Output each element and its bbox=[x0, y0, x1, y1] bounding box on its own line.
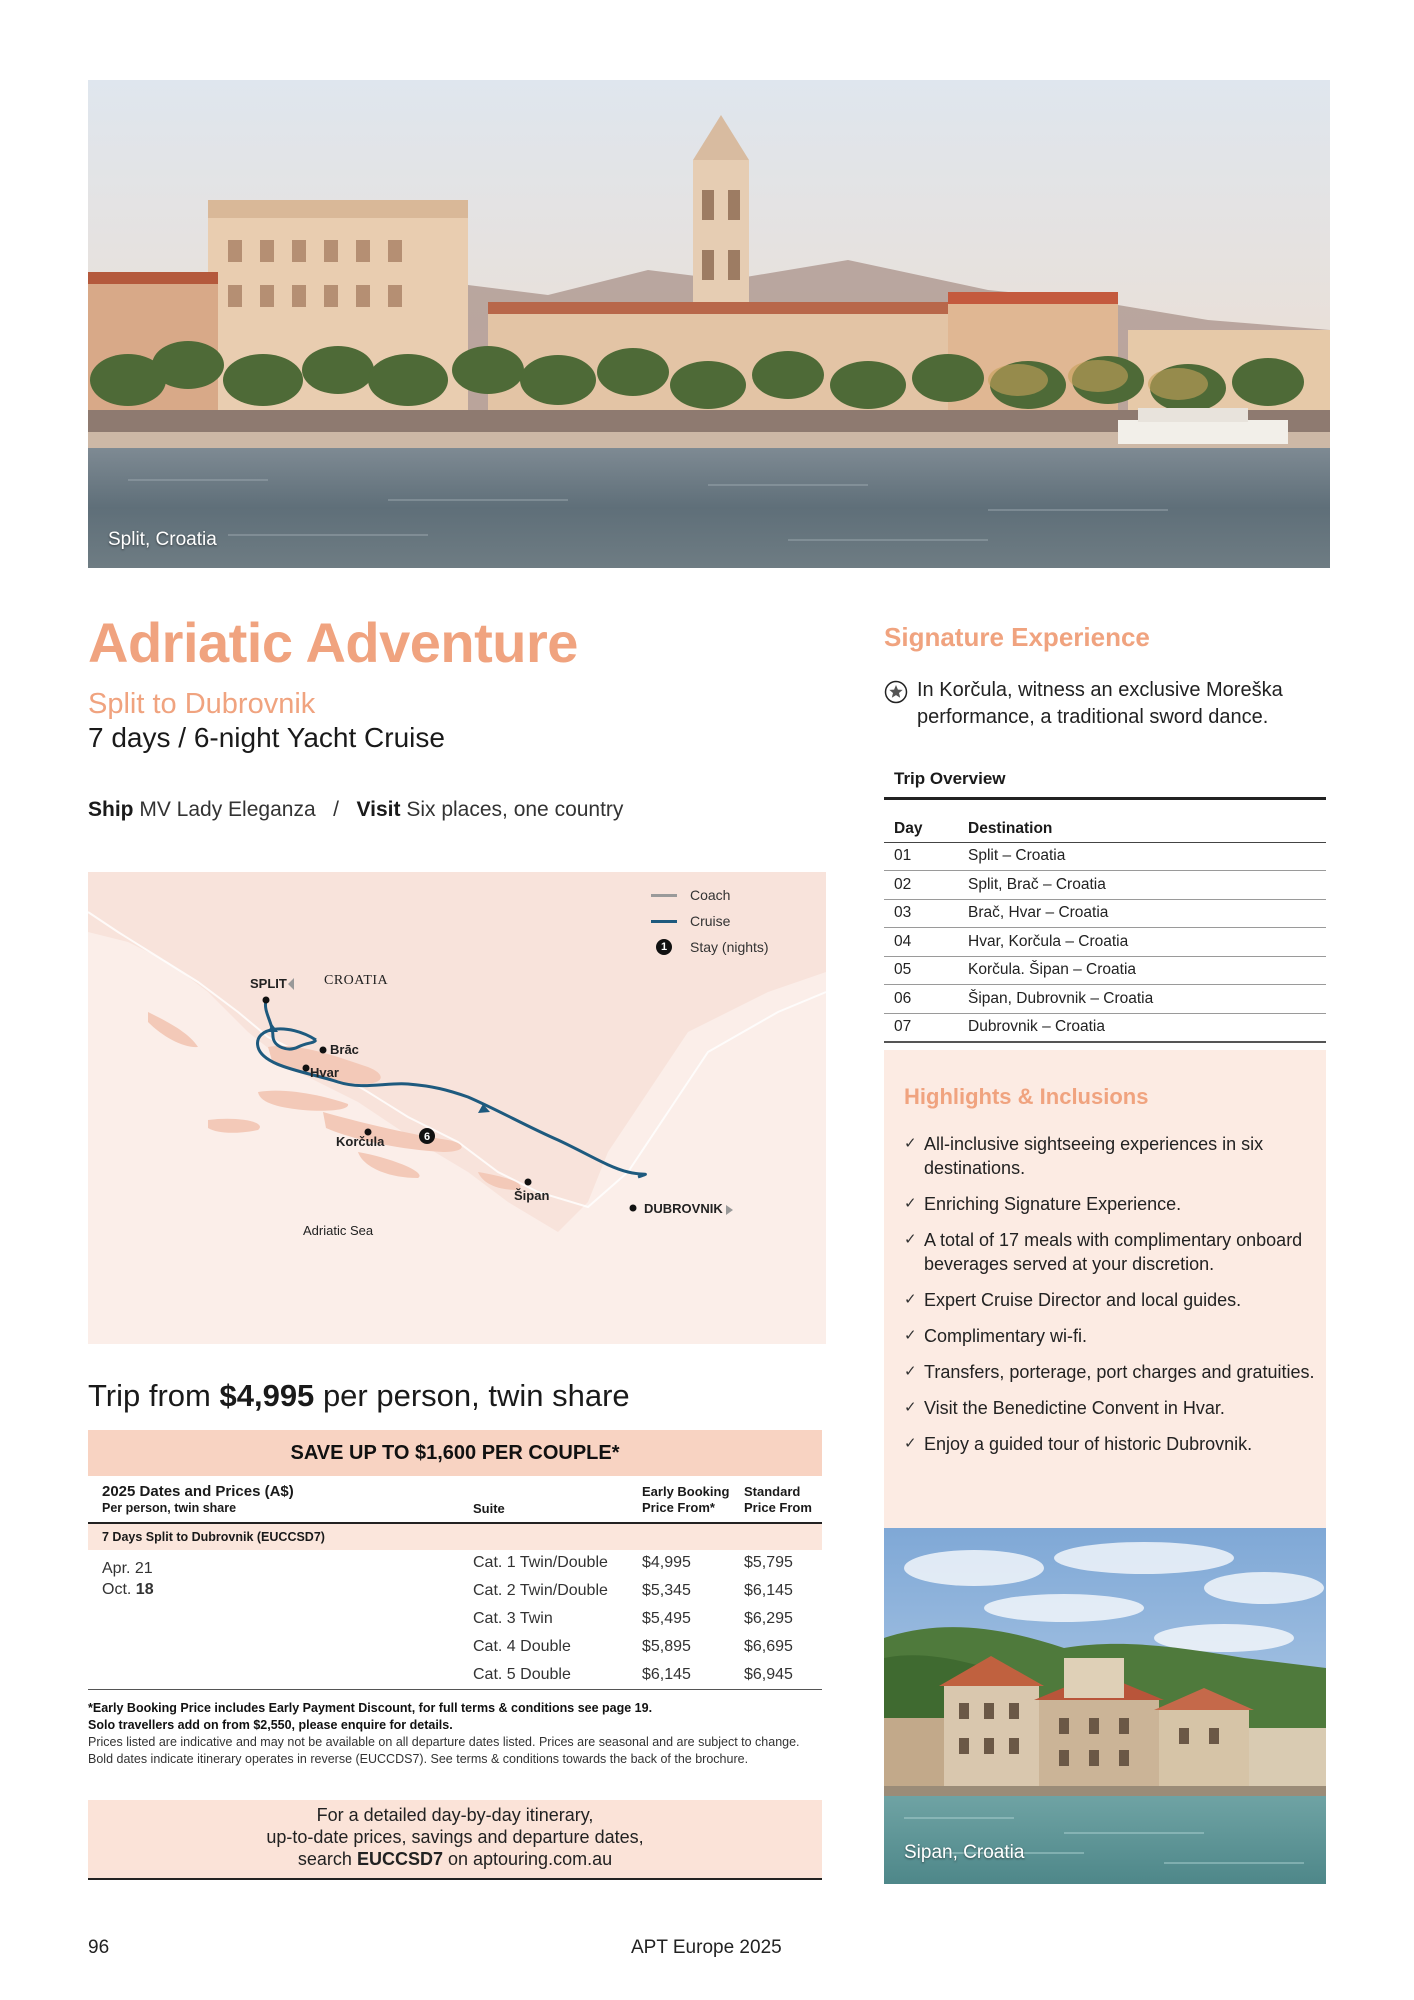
standard-price-cell: $5,795 bbox=[744, 1554, 793, 1571]
map-label-sipan: Šipan bbox=[514, 1188, 550, 1203]
table-row bbox=[88, 1578, 822, 1606]
visit-value: Six places, one country bbox=[406, 798, 624, 821]
suite-cell: Cat. 1 Twin/Double bbox=[473, 1554, 608, 1571]
destination-cell: Split, Brač – Croatia bbox=[968, 871, 1326, 900]
cta-trip-code: EUCCSD7 bbox=[356, 1849, 443, 1869]
check-icon: ✓ bbox=[904, 1231, 917, 1248]
list-item bbox=[904, 1324, 1316, 1348]
trip-title: Adriatic Adventure bbox=[88, 611, 578, 674]
price-notes bbox=[88, 1700, 822, 1768]
early-price-cell: $5,495 bbox=[642, 1610, 691, 1627]
price-header-standard-line1: Standard bbox=[744, 1484, 801, 1499]
price-header-standard-line2: Price From bbox=[744, 1500, 812, 1515]
overview-header-destination: Destination bbox=[968, 816, 1326, 842]
check-icon: ✓ bbox=[904, 1135, 917, 1152]
suite-cell: Cat. 2 Twin/Double bbox=[473, 1582, 608, 1599]
itinerary-cta bbox=[88, 1800, 822, 1880]
note-early-booking: *Early Booking Price includes Early Payment Discount, for full terms & conditions see page 19. bbox=[88, 1701, 653, 1715]
day-cell: 05 bbox=[884, 956, 968, 985]
highlight-text: Expert Cruise Director and local guides. bbox=[924, 1290, 1242, 1310]
star-badge-icon bbox=[884, 680, 908, 704]
suite-cell: Cat. 4 Double bbox=[473, 1638, 571, 1655]
trip-from-prefix: Trip from bbox=[88, 1378, 211, 1413]
destination-cell: Split – Croatia bbox=[968, 842, 1326, 871]
map-label-korcula: Korčula bbox=[336, 1134, 385, 1149]
highlight-text: Enriching Signature Experience. bbox=[924, 1194, 1182, 1214]
trip-subtitle: Split to Dubrovnik bbox=[88, 688, 316, 720]
departure-date-1: Apr. 21 bbox=[102, 1560, 153, 1577]
footer-brand: APT Europe 2025 bbox=[631, 1937, 782, 1958]
standard-price-cell: $6,945 bbox=[744, 1666, 793, 1683]
destination-cell: Dubrovnik – Croatia bbox=[968, 1013, 1326, 1042]
sipan-village-image bbox=[884, 1528, 1326, 1884]
standard-price-cell: $6,695 bbox=[744, 1638, 793, 1655]
day-cell: 01 bbox=[884, 842, 968, 871]
day-cell: 04 bbox=[884, 928, 968, 957]
table-row bbox=[88, 1606, 822, 1634]
list-item bbox=[904, 1396, 1316, 1420]
legend-cruise-label: Cruise bbox=[690, 913, 731, 929]
day-cell: 06 bbox=[884, 985, 968, 1014]
table-row bbox=[884, 899, 1326, 928]
check-icon: ✓ bbox=[904, 1399, 917, 1416]
table-row bbox=[88, 1550, 822, 1578]
destination-cell: Šipan, Dubrovnik – Croatia bbox=[968, 985, 1326, 1014]
legend-coach-label: Coach bbox=[690, 887, 731, 903]
day-cell: 02 bbox=[884, 871, 968, 900]
highlight-text: Enjoy a guided tour of historic Dubrovnik. bbox=[924, 1434, 1253, 1454]
day-cell: 07 bbox=[884, 1013, 968, 1042]
trip-from-line bbox=[88, 1378, 630, 1414]
early-price-cell: $4,995 bbox=[642, 1554, 691, 1571]
price-header-title: 2025 Dates and Prices (A$) bbox=[102, 1483, 294, 1500]
table-row bbox=[884, 956, 1326, 985]
split-waterfront-image bbox=[88, 80, 1330, 568]
table-row bbox=[884, 842, 1326, 871]
list-item bbox=[904, 1192, 1316, 1216]
highlight-text: Transfers, porterage, port charges and gratuities. bbox=[924, 1362, 1315, 1382]
trip-from-price: $4,995 bbox=[219, 1378, 315, 1413]
suite-cell: Cat. 5 Double bbox=[473, 1666, 571, 1683]
price-header-standard bbox=[744, 1484, 812, 1516]
price-header-early-line1: Early Booking bbox=[642, 1484, 730, 1499]
list-item bbox=[904, 1228, 1316, 1276]
standard-price-cell: $6,145 bbox=[744, 1582, 793, 1599]
sipan-photo bbox=[884, 1528, 1326, 1884]
page-number: 96 bbox=[88, 1937, 110, 1958]
table-row bbox=[884, 1013, 1326, 1042]
standard-price-cell: $6,295 bbox=[744, 1610, 793, 1627]
legend-stay-label: Stay (nights) bbox=[690, 939, 769, 955]
overview-header-day: Day bbox=[884, 816, 968, 842]
map-label-split: SPLIT bbox=[250, 976, 287, 991]
price-table-header bbox=[88, 1478, 822, 1524]
destination-cell: Korčula. Šipan – Croatia bbox=[968, 956, 1326, 985]
list-item bbox=[904, 1288, 1316, 1312]
trip-duration: 7 days / 6-night Yacht Cruise bbox=[88, 722, 445, 753]
price-header-suite: Suite bbox=[473, 1501, 505, 1516]
check-icon: ✓ bbox=[904, 1327, 917, 1344]
early-price-cell: $5,345 bbox=[642, 1582, 691, 1599]
check-icon: ✓ bbox=[904, 1291, 917, 1308]
check-icon: ✓ bbox=[904, 1195, 917, 1212]
sipan-caption: Sipan, Croatia bbox=[904, 1842, 1025, 1863]
overview-table bbox=[884, 816, 1326, 1043]
departure-date-2-month: Oct. bbox=[102, 1581, 132, 1598]
note-solo: Solo travellers add on from $2,550, please enquire for details. bbox=[88, 1718, 453, 1732]
overview-title: Trip Overview bbox=[884, 764, 1326, 800]
ship-visit-line bbox=[88, 798, 623, 822]
map-label-croatia: CROATIA bbox=[324, 973, 389, 988]
price-header-early-line2: Price From* bbox=[642, 1500, 715, 1515]
legend-coach bbox=[650, 882, 800, 908]
highlight-text: Visit the Benedictine Convent in Hvar. bbox=[924, 1398, 1225, 1418]
cruise-line-icon bbox=[651, 920, 677, 923]
day-cell: 03 bbox=[884, 899, 968, 928]
highlights-list bbox=[904, 1132, 1316, 1468]
table-row bbox=[88, 1662, 822, 1690]
price-header-early bbox=[642, 1484, 729, 1516]
destination-cell: Brač, Hvar – Croatia bbox=[968, 899, 1326, 928]
check-icon: ✓ bbox=[904, 1363, 917, 1380]
highlights-box bbox=[884, 1050, 1326, 1528]
ship-label: Ship bbox=[88, 798, 134, 821]
price-table-body bbox=[88, 1550, 822, 1690]
ship-name: MV Lady Eleganza bbox=[139, 798, 316, 821]
price-table bbox=[88, 1478, 822, 1690]
cta-website[interactable]: on aptouring.com.au bbox=[447, 1849, 613, 1869]
highlights-title: Highlights & Inclusions bbox=[904, 1084, 1149, 1109]
map-legend bbox=[650, 882, 800, 960]
legend-stay bbox=[650, 934, 800, 960]
check-icon: ✓ bbox=[904, 1435, 917, 1452]
cta-line-1: For a detailed day-by-day itinerary, bbox=[316, 1805, 594, 1825]
signature-text: In Korčula, witness an exclusive Moreška performance, a traditional sword dance. bbox=[917, 679, 1283, 728]
cta-search-prefix: search bbox=[297, 1849, 352, 1869]
route-map bbox=[88, 872, 826, 1344]
table-row bbox=[884, 871, 1326, 900]
highlight-text: All-inclusive sightseeing experiences in six destinations. bbox=[924, 1134, 1264, 1178]
early-price-cell: $6,145 bbox=[642, 1666, 691, 1683]
signature-title: Signature Experience bbox=[884, 622, 1150, 652]
map-label-brac: Brāc bbox=[330, 1042, 359, 1057]
ship-separator: / bbox=[333, 798, 339, 821]
cta-line-2: up-to-date prices, savings and departure dates, bbox=[266, 1827, 644, 1847]
stay-marker-icon: 1 bbox=[656, 939, 672, 955]
departure-date-2-day: 18 bbox=[135, 1581, 154, 1598]
visit-label: Visit bbox=[356, 798, 401, 821]
trip-from-suffix: per person, twin share bbox=[322, 1378, 630, 1413]
map-label-sea: Adriatic Sea bbox=[303, 1223, 374, 1238]
early-price-cell: $5,895 bbox=[642, 1638, 691, 1655]
table-row bbox=[884, 985, 1326, 1014]
hero-photo bbox=[88, 80, 1330, 568]
map-nights-marker: 6 bbox=[423, 1131, 431, 1143]
list-item bbox=[904, 1432, 1316, 1456]
coach-line-icon bbox=[651, 894, 677, 897]
hero-caption: Split, Croatia bbox=[108, 529, 217, 550]
trip-overview bbox=[884, 764, 1326, 1043]
price-section-title: 7 Days Split to Dubrovnik (EUCCSD7) bbox=[88, 1524, 822, 1550]
cta-line-3 bbox=[88, 1848, 822, 1870]
highlight-text: A total of 17 meals with complimentary onboard beverages served at your discretion. bbox=[924, 1230, 1303, 1274]
save-banner: SAVE UP TO $1,600 PER COUPLE* bbox=[88, 1430, 822, 1476]
note-disclaimer: Prices listed are indicative and may not be available on all departure dates listed. Prices are seasonal and are subject to change. Bold dates indicate itinerary operates in reverse (EUCCDS7). See terms & conditions towards the back of the brochure. bbox=[88, 1735, 800, 1766]
table-row bbox=[88, 1634, 822, 1662]
map-label-hvar: Hvar bbox=[310, 1065, 339, 1080]
destination-cell: Hvar, Korčula – Croatia bbox=[968, 928, 1326, 957]
legend-cruise bbox=[650, 908, 800, 934]
table-row bbox=[884, 928, 1326, 957]
map-label-dubrovnik: DUBROVNIK bbox=[644, 1201, 723, 1216]
highlight-text: Complimentary wi-fi. bbox=[924, 1326, 1088, 1346]
list-item bbox=[904, 1360, 1316, 1384]
price-header-sub: Per person, twin share bbox=[102, 1501, 237, 1515]
suite-cell: Cat. 3 Twin bbox=[473, 1610, 553, 1627]
list-item bbox=[904, 1132, 1316, 1180]
